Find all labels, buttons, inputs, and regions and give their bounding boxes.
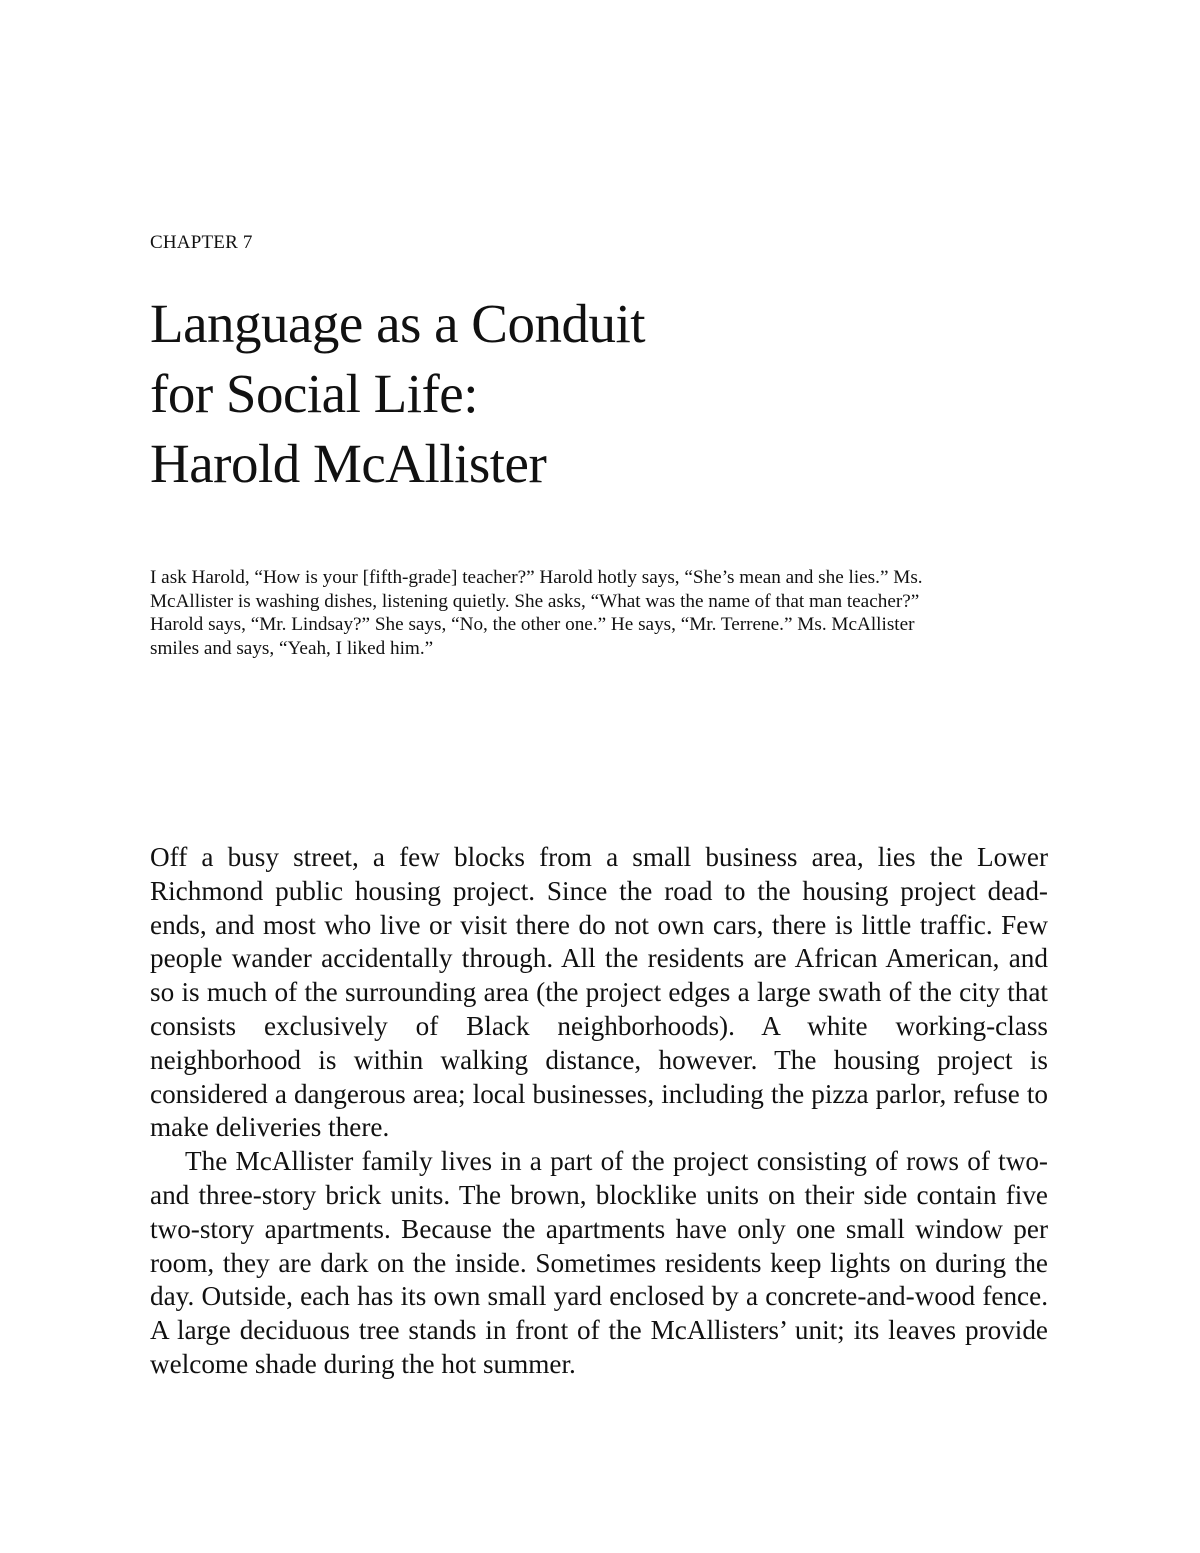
chapter-title-line: Harold McAllister: [150, 433, 547, 494]
chapter-label: CHAPTER 7: [150, 232, 253, 253]
chapter-title-line: Language as a Conduit: [150, 293, 646, 354]
epigraph: I ask Harold, “How is your [fifth-grade] teacher?” Harold hotly says, “She’s mean and she lies.” Ms. McAllister is washing dishes, listening quietly. She asks, “What was the name of that man teacher?” Harold says, “Mr. Lindsay?” She says, “No, the other one.” He says, “Mr. Terrene.” Ms. McAllister smiles and says, “Yeah, I liked him.”: [150, 567, 923, 659]
body-paragraph: The McAllister family lives in a part of the project consisting of rows of two- and three-story brick units. The brown, blocklike units on their side contain five two-story apartments. Because the apartments have only one small window per room, they are dark on the inside. Sometimes residents keep lights on during the day. Outside, each has its own small yard enclosed by a concrete-and-wood fence. A large deciduous tree stands in front of the McAllisters’ unit; its leaves provide welcome shade during the hot summer.: [150, 1146, 1048, 1379]
chapter-title-line: for Social Life:: [150, 363, 478, 424]
body-text: [150, 841, 1048, 1382]
body-paragraph: Off a busy street, a few blocks from a small business area, lies the Lower Richmond public housing project. Since the road to the housing project dead-ends, and most who live or visit there do not own cars, there is little traffic. Few people wander accidentally through. All the residents are African American, and so is much of the surrounding area (the project edges a large swath of the city that consists exclusively of Black neighborhoods). A white working-class neighborhood is within walking distance, however. The housing project is considered a dangerous area; local businesses, including the pizza parlor, refuse to make deliveries there.: [150, 842, 1048, 1143]
chapter-title: [150, 289, 645, 499]
